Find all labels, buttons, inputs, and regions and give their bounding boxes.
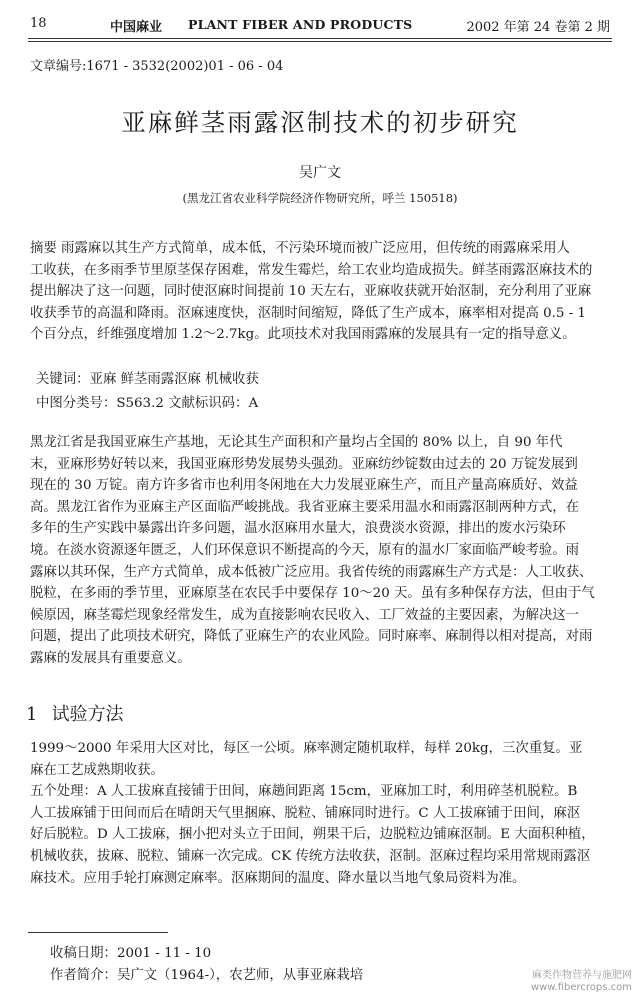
body-line: 现在的 30 万锭。南方许多省市也利用冬闲地在大力发展亚麻生产，而且产量高麻质好、效益 (30, 478, 578, 494)
abstract-line: 收获季节的高温和降雨。沤麻速度快，沤制时间缩短，降低了生产成本，麻率相对提高 0.5 - 1 (30, 305, 586, 321)
body-line: 露麻的发展具有重要意义。 (30, 650, 191, 666)
body-line: 境。在淡水资源逐年匮乏，人们环保意识不断提高的今天，原有的温水厂家面临严峻考验。雨 (30, 542, 580, 558)
header-rule-top (28, 38, 612, 39)
classification: 中图分类号：S563.2 文献标识码：A (36, 396, 259, 411)
running-header (30, 14, 610, 36)
body-line: 末，亚麻形势好转以来，我国亚麻形势发展势头强劲。亚麻纺纱锭数由过去的 20 万锭发展到 (30, 456, 578, 472)
author-bio: 作者简介：吴广文（1964-），农艺师，从事亚麻栽培 (50, 968, 364, 983)
abstract-line: 摘要 雨露麻以其生产方式简单，成本低，不污染环境而被广泛应用，但传统的雨露麻采用人 (30, 241, 570, 256)
body-line: 露麻以其环保，生产方式简单，成本低被广泛应用。我省传统的雨露麻生产方式是：人工收获、 (30, 564, 593, 580)
body-line: 麻技术。应用手轮打麻测定麻率。沤麻期间的温度、降水量以当地气象局资料为准。 (30, 870, 526, 886)
received-date: 收稿日期：2001 - 11 - 10 (50, 946, 212, 961)
page-number: 18 (30, 16, 47, 31)
body-line: 问题，提出了此项技术研究，降低了亚麻生产的农业风险。同时麻率、麻制得以相对提高，对雨 (30, 629, 593, 645)
article-number: 文章编号:1671 - 3532(2002)01 - 06 - 04 (30, 59, 284, 74)
body-line: 高。黑龙江省作为亚麻主产区面临严峻挑战。我省亚麻主要采用温水和雨露沤制两种方式，在 (30, 499, 580, 515)
methods (30, 738, 615, 889)
abstract (30, 238, 615, 346)
body-line: 脱粒，在多雨的季节里，亚麻原茎在农民手中要保存 10～20 天。虽有多种保存方法，但由于气 (30, 586, 595, 602)
body-line: 麻在工艺成熟期收获。 (30, 762, 164, 778)
body-line: 好后脱粒。D 人工拔麻，捆小把对头立于田间，朔果干后，边脱粒边铺麻沤制。E 大面积种植， (30, 827, 595, 843)
body-line: 1999～2000 年采用大区对比，每区一公顷。麻率测定随机取样，每样 20kg，三次重复。亚 (30, 741, 583, 756)
watermark (531, 970, 632, 994)
journal-name-en: PLANT FIBER AND PRODUCTS (188, 17, 413, 32)
abstract-line: 个百分点，纤维强度增加 1.2～2.7kg。此项技术对我国雨露麻的发展具有一定的指导意义。 (30, 327, 576, 343)
section-title: 试验方法 (51, 704, 124, 725)
section-number: 1 (26, 704, 38, 725)
issue-info: 2002 年第 24 卷第 2 期 (466, 20, 610, 35)
section-heading (26, 700, 123, 726)
keywords: 关键词：亚麻 鲜茎雨露沤麻 机械收获 (36, 372, 259, 387)
watermark-line: www.fibercrops.com (530, 982, 632, 993)
body-line: 五个处理：A 人工拔麻直接铺于田间，麻趟间距离 15cm，亚麻加工时，利用碎茎机脱粒。B (30, 784, 578, 800)
footnote-rule (28, 932, 168, 933)
body-line: 黑龙江省是我国亚麻生产基地，无论其生产面积和产量均占全国的 80% 以上，自 90 年代 (30, 435, 563, 450)
abstract-line: 工收获，在多雨季节里原茎保存困难，常发生霉烂，给工农业均造成损失。鲜茎雨露沤麻技术的 (30, 262, 593, 278)
paper-title: 亚麻鲜茎雨露沤制技术的初步研究 (121, 108, 519, 137)
body-line: 候原因，麻茎霉烂现象经常发生，成为直接影响农民收入、工厂效益的主要因素，为解决这一 (30, 607, 580, 623)
introduction (30, 432, 615, 670)
author-affiliation: (黑龙江省农业科学院经济作物研究所，呼兰 150518) (182, 191, 458, 205)
body-line: 机械收获，拔麻、脱粒、铺麻一次完成。CK 传统方法收获，沤制。沤麻过程均采用常规雨露沤 (30, 848, 591, 864)
header-rule-bottom (28, 41, 612, 42)
author-name: 吴广文 (299, 165, 341, 181)
journal-name-cn: 中国麻业 (110, 20, 163, 35)
abstract-line: 提出解决了这一问题，同时使沤麻时间提前 10 天左右，亚麻收获就开始沤制，充分利用了亚麻 (30, 284, 592, 300)
body-line: 多年的生产实践中暴露出许多问题，温水沤麻用水量大，浪费淡水资源，排出的废水污染环 (30, 521, 566, 537)
watermark-line: 麻类作物营养与施肥网 (532, 970, 632, 981)
body-line: 人工拔麻铺于田间而后在晴朗天气里捆麻、脱粒、铺麻同时进行。C 人工拔麻铺于田间，麻沤 (30, 805, 581, 821)
